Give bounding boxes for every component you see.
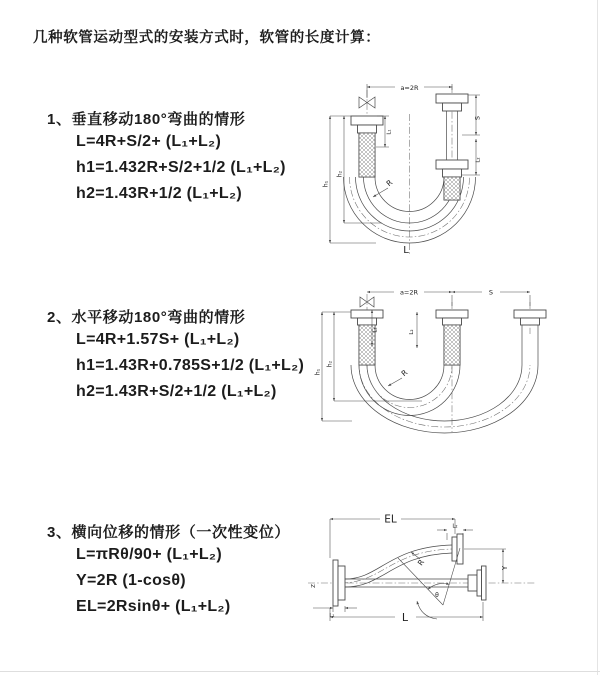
section-heading: 2、水平移动180°弯曲的情形 [47,309,246,326]
dim-label-l1: L₁ [386,129,393,135]
dim-label-l: L [401,611,409,624]
dim-label-l1: L₁ [372,327,379,333]
hose-arc [359,365,460,415]
technical-drawing-1 [318,72,558,257]
section-vertical-movement [47,108,286,207]
leader-line [388,378,402,386]
valve-icon [367,297,374,307]
flange-fitting [333,560,338,606]
flange-fitting [436,310,468,318]
hose-arc-shifted [367,365,522,421]
radius-label: R [384,177,395,189]
formula-line: EL=2Rsinθ+ (L₁+L₂) [76,598,231,615]
dim-label-y: Y [501,565,509,571]
formula-line: L=πRθ/90+ (L₁+L₂) [76,546,222,563]
flange-fitting [443,169,462,177]
flange-fitting [351,310,383,318]
dim-label-s: S [488,288,494,297]
hose-centerline-arc [359,365,530,427]
formula-line: h2=1.43R+S/2+1/2 (L₁+L₂) [76,383,277,400]
formula-line: h2=1.43R+1/2 (L₁+L₂) [76,185,243,202]
braided-hose-section [444,177,460,200]
dim-label-l2: L₂ [475,157,482,163]
flange-fitting [436,94,468,103]
dim-label-s: S [473,115,482,121]
technical-drawing-3 [300,500,600,640]
dim-label-h1: h₁ [322,180,330,188]
braided-hose-section [444,325,460,365]
flange-fitting [358,125,377,133]
angle-arc [428,583,450,589]
braided-hose-section [359,133,375,177]
flange-fitting [477,570,482,596]
dim-label-a2r: a=2R [400,83,419,92]
dim-label-el: EL [384,513,397,526]
angle-label: θ [435,592,439,599]
flange-fitting [514,310,546,318]
valve-icon [367,97,375,108]
section-heading: 3、横向位移的情形（一次性变位） [47,524,290,541]
page-title: 几种软管运动型式的安装方式时，软管的长度计算： [33,30,381,46]
page-edge [0,671,600,672]
diagram-horizontal-180-bend [312,282,600,457]
flange-fitting [482,566,487,600]
radius-construction-line [398,548,460,605]
flange-fitting [443,318,462,325]
swing-arrow [417,601,437,619]
dim-label-h1: h₁ [314,368,322,376]
hose-arc-shifted [351,365,538,433]
extension-line [452,295,530,306]
formula-line: h1=1.43R+0.785S+1/2 (L₁+L₂) [76,357,305,374]
hose-arc [375,365,444,400]
valve-icon [359,97,367,108]
hose-centerline-curve [341,549,452,583]
dim-label-h2: h₂ [336,170,344,178]
diagram-lateral-displacement [300,500,600,640]
section-horizontal-movement [47,306,304,405]
dim-label-a2r: a=2R [399,288,419,297]
pipe-sleeve [468,575,477,591]
formula-line: Y=2R (1-cosθ) [76,572,186,589]
formula-line: L=4R+1.57S+ (L₁+L₂) [76,331,240,348]
dim-label-h2: h₂ [326,360,334,368]
technical-drawing-2 [312,282,600,457]
length-label: L [403,245,409,256]
page-edge [597,0,598,675]
extension-line [333,606,345,612]
flange-fitting [452,537,457,561]
section-heading: 1、垂直移动180°弯曲的情形 [47,111,246,128]
dim-label-l2: L₂ [452,523,458,530]
section-lateral-displacement [47,521,290,620]
dim-label-l1: L₁ [329,613,335,619]
flange-fitting [358,318,377,325]
diagram-vertical-180-bend [318,72,558,257]
radius-label: R [415,557,427,568]
dim-label-l2: L₂ [409,329,415,335]
axis-mark-label: Z [311,584,317,588]
hose-curve [345,553,452,587]
valve-icon [360,297,367,307]
flange-fitting [436,160,468,169]
flange-fitting [457,534,463,564]
hose-curve [345,545,452,579]
radius-label: R [399,367,410,379]
flange-fitting [351,116,383,125]
formula-line: h1=1.432R+S/2+1/2 (L₁+L₂) [76,159,286,176]
flange-fitting [338,566,345,600]
flange-fitting [443,103,462,111]
flange-fitting [521,318,540,325]
formula-line: L=4R+S/2+ (L₁+L₂) [76,133,222,150]
